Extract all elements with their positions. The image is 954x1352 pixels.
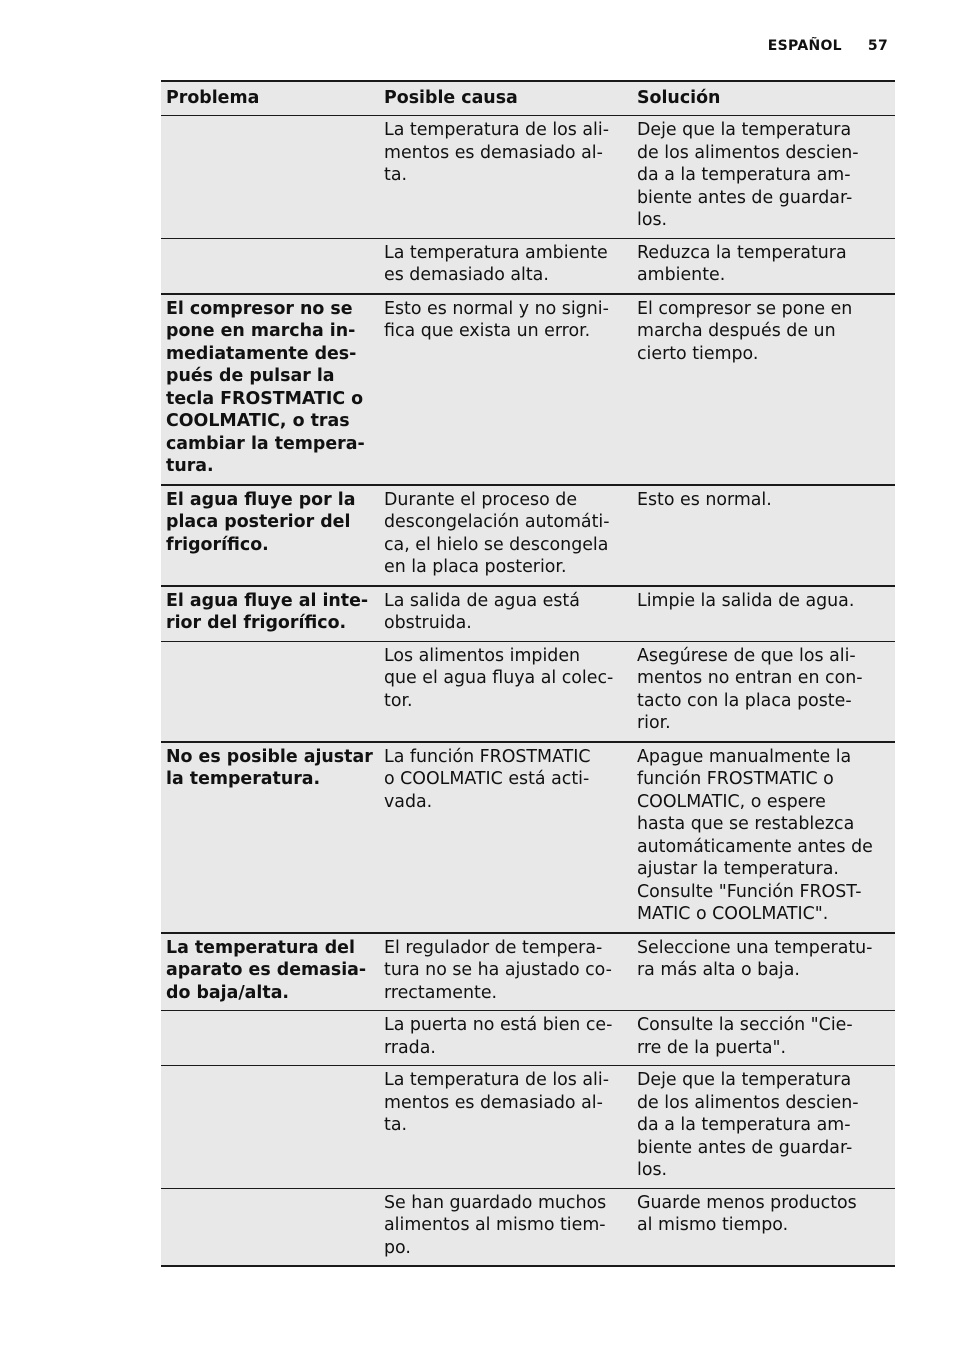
cause-cell: La temperatura ambiente es demasiado alta. [379, 238, 632, 294]
page-header [768, 38, 888, 54]
table-row [161, 238, 895, 294]
problem-cell [161, 1011, 379, 1066]
problem-cell [161, 116, 379, 239]
solution-cell: Asegúrese de que los ali- mentos no entran en con- tacto con la placa poste- rior. [632, 641, 895, 742]
solution-cell: Seleccione una temperatu- ra más alta o baja. [632, 933, 895, 1011]
table-header-row [161, 81, 895, 116]
solution-cell: Apague manualmente la función FROSTMATIC o COOLMATIC, o espere hasta que se restablezca automáticamente antes de ajustar la temperatura. Consulte "Función FROST- MATIC o COOLMATIC". [632, 742, 895, 933]
table-row [161, 933, 895, 1011]
cause-cell: La salida de agua está obstruida. [379, 586, 632, 642]
cause-cell: La temperatura de los ali- mentos es demasiado al- ta. [379, 116, 632, 239]
problem-cell: El agua fluye al inte- rior del frigorífico. [161, 586, 379, 642]
solution-cell: Deje que la temperatura de los alimentos descien- da a la temperatura am- biente antes de guardar- los. [632, 1066, 895, 1189]
solution-cell: Consulte la sección "Cie- rre de la puerta". [632, 1011, 895, 1066]
solution-cell: Reduzca la temperatura ambiente. [632, 238, 895, 294]
column-header-cause: Posible causa [379, 81, 632, 116]
problem-cell: El compresor no se pone en marcha in- mediatamente des- pués de pulsar la tecla FROSTMATIC o COOLMATIC, o tras cambiar la tempera- tura. [161, 294, 379, 485]
table-row [161, 1011, 895, 1066]
table-row [161, 641, 895, 742]
cause-cell: Se han guardado muchos alimentos al mismo tiem- po. [379, 1188, 632, 1266]
cause-cell: El regulador de tempera- tura no se ha ajustado co- rrectamente. [379, 933, 632, 1011]
column-header-solution: Solución [632, 81, 895, 116]
cause-cell: La puerta no está bien ce- rrada. [379, 1011, 632, 1066]
cause-cell: Los alimentos impiden que el agua fluya al colec- tor. [379, 641, 632, 742]
table-row [161, 116, 895, 239]
problem-cell [161, 641, 379, 742]
problem-cell [161, 1066, 379, 1189]
problem-cell: La temperatura del aparato es demasia- do baja/alta. [161, 933, 379, 1011]
cause-cell: Durante el proceso de descongelación automáti- ca, el hielo se descongela en la placa posterior. [379, 485, 632, 586]
cause-cell: Esto es normal y no signi- fica que exista un error. [379, 294, 632, 485]
troubleshooting-table [161, 80, 895, 1267]
solution-cell: Deje que la temperatura de los alimentos descien- da a la temperatura am- biente antes de guardar- los. [632, 116, 895, 239]
table-row [161, 294, 895, 485]
table-row [161, 485, 895, 586]
table-row [161, 1066, 895, 1189]
problem-cell: No es posible ajustar la temperatura. [161, 742, 379, 933]
page-number: 57 [867, 38, 888, 54]
table-row [161, 1188, 895, 1266]
cause-cell: La función FROSTMATIC o COOLMATIC está acti- vada. [379, 742, 632, 933]
solution-cell: Limpie la salida de agua. [632, 586, 895, 642]
table-row [161, 742, 895, 933]
problem-cell [161, 1188, 379, 1266]
problem-cell: El agua fluye por la placa posterior del frigorífico. [161, 485, 379, 586]
cause-cell: La temperatura de los ali- mentos es demasiado al- ta. [379, 1066, 632, 1189]
solution-cell: Guarde menos productos al mismo tiempo. [632, 1188, 895, 1266]
column-header-problem: Problema [161, 81, 379, 116]
solution-cell: Esto es normal. [632, 485, 895, 586]
problem-cell [161, 238, 379, 294]
table-row [161, 586, 895, 642]
header-language: ESPAÑOL [767, 38, 842, 54]
solution-cell: El compresor se pone en marcha después de un cierto tiempo. [632, 294, 895, 485]
